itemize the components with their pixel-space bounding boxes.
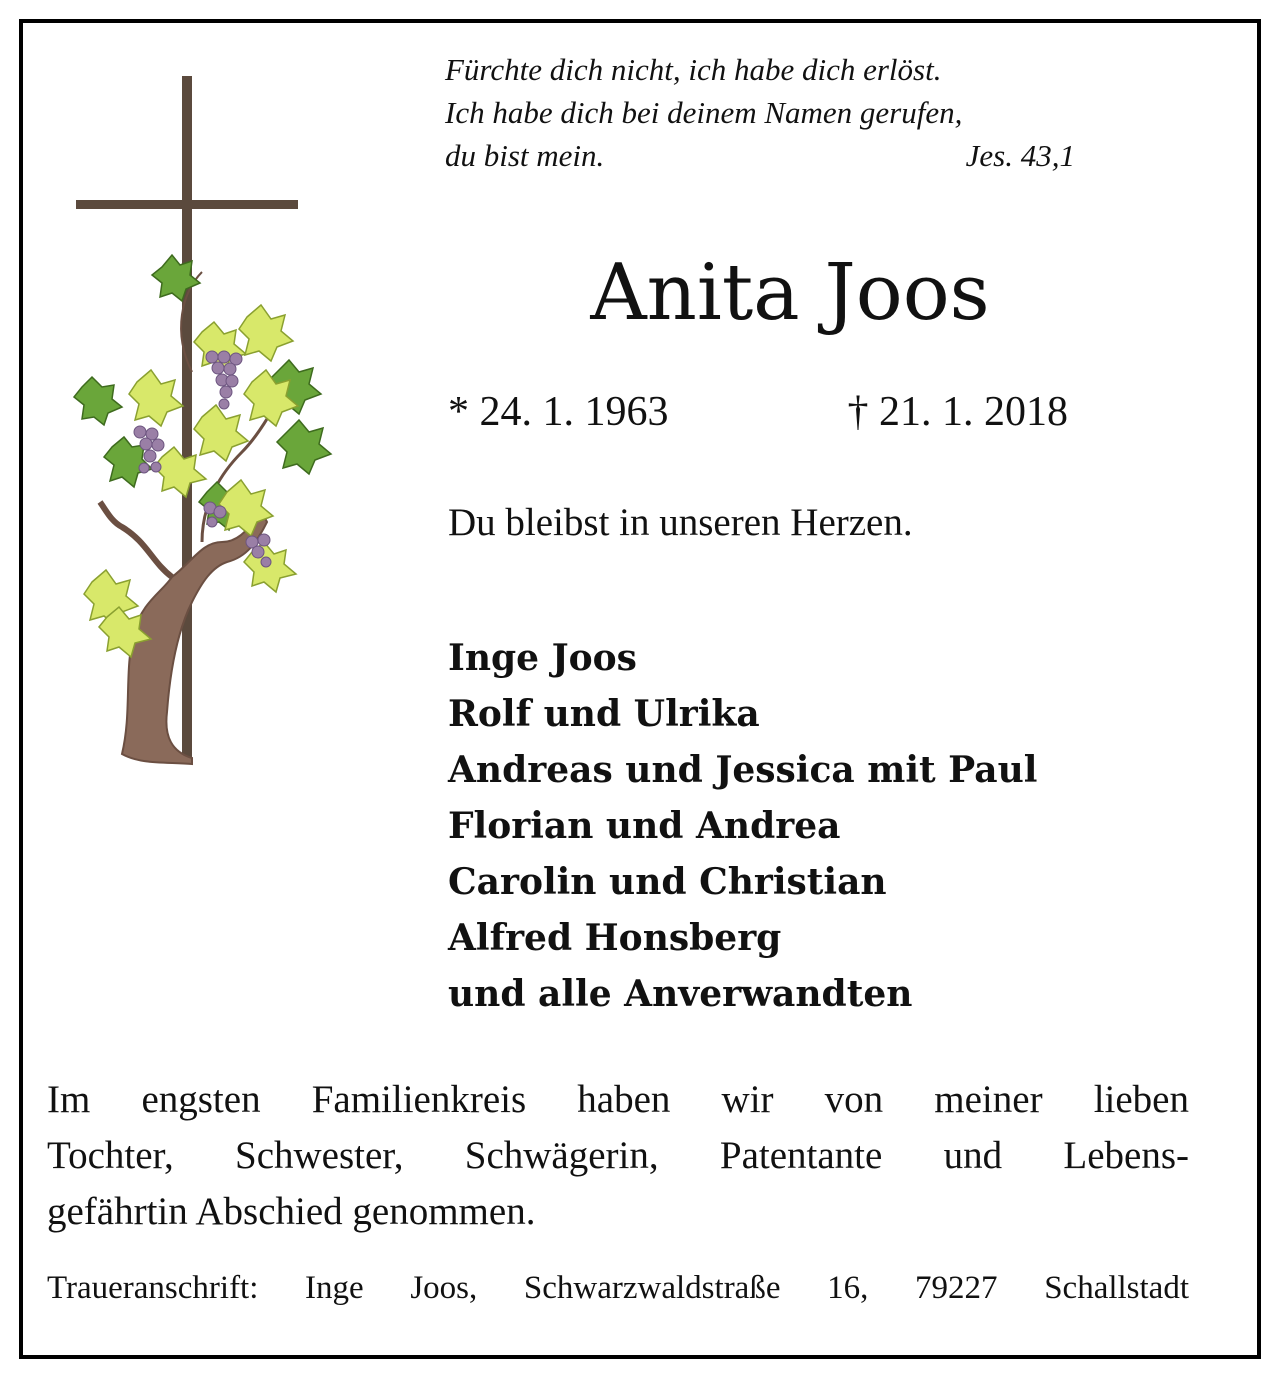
mourner-entry: Inge Joos (448, 637, 637, 679)
mourner-entry: Carolin und Christian (448, 861, 887, 903)
vine-branch (100, 502, 172, 577)
verse-text: Fürchte dich nicht, ich habe dich erlöst. (445, 52, 942, 87)
life-dates (448, 388, 1068, 436)
vine-leaf (239, 305, 293, 361)
vine-leaf (129, 370, 183, 426)
mourning-address: Traueranschrift: Inge Joos, Schwarzwaldstraße 16, 79227 Schallstadt (47, 1270, 1189, 1306)
cross-with-vine-illustration (52, 72, 352, 772)
deceased-name: Anita Joos (590, 248, 990, 338)
vine-leaf (244, 542, 296, 592)
bible-verse (445, 48, 1075, 177)
mourners-list (448, 630, 1037, 1022)
mourner-entry: Alfred Honsberg (448, 917, 782, 959)
verse-reference: Jes. 43,1 (965, 138, 1075, 173)
vine-leaf (152, 255, 200, 301)
cross-horizontal-beam (76, 200, 298, 209)
verse-text: du bist mein. (445, 138, 605, 173)
vine-leaf (74, 377, 122, 425)
mourner-entry: Andreas und Jessica mit Paul (448, 749, 1038, 791)
notice-line: Tochter, Schwester, Schwägerin, Patentante und Lebens- (47, 1134, 1189, 1177)
notice-line: Im engsten Familienkreis haben wir von meiner lieben (47, 1078, 1189, 1121)
birth-date: * 24. 1. 1963 (448, 389, 669, 435)
verse-line (445, 48, 1075, 91)
mourner-entry: Rolf und Ulrika (448, 693, 760, 735)
vine-leaf (154, 447, 206, 497)
cross-vertical-beam (182, 76, 192, 764)
notice-line: gefährtin Abschied genommen. (47, 1190, 536, 1233)
death-date: † 21. 1. 2018 (847, 389, 1068, 435)
farewell-notice (47, 1072, 1189, 1240)
vine-leaf (277, 420, 331, 474)
memorial-motto: Du bleibst in unseren Herzen. (448, 501, 913, 544)
verse-text: Ich habe dich bei deinem Namen gerufen, (445, 95, 963, 130)
mourner-entry: Florian und Andrea (448, 805, 841, 847)
verse-line (445, 134, 1075, 177)
mourner-entry: und alle Anverwandten (448, 973, 913, 1015)
verse-line (445, 91, 1075, 134)
